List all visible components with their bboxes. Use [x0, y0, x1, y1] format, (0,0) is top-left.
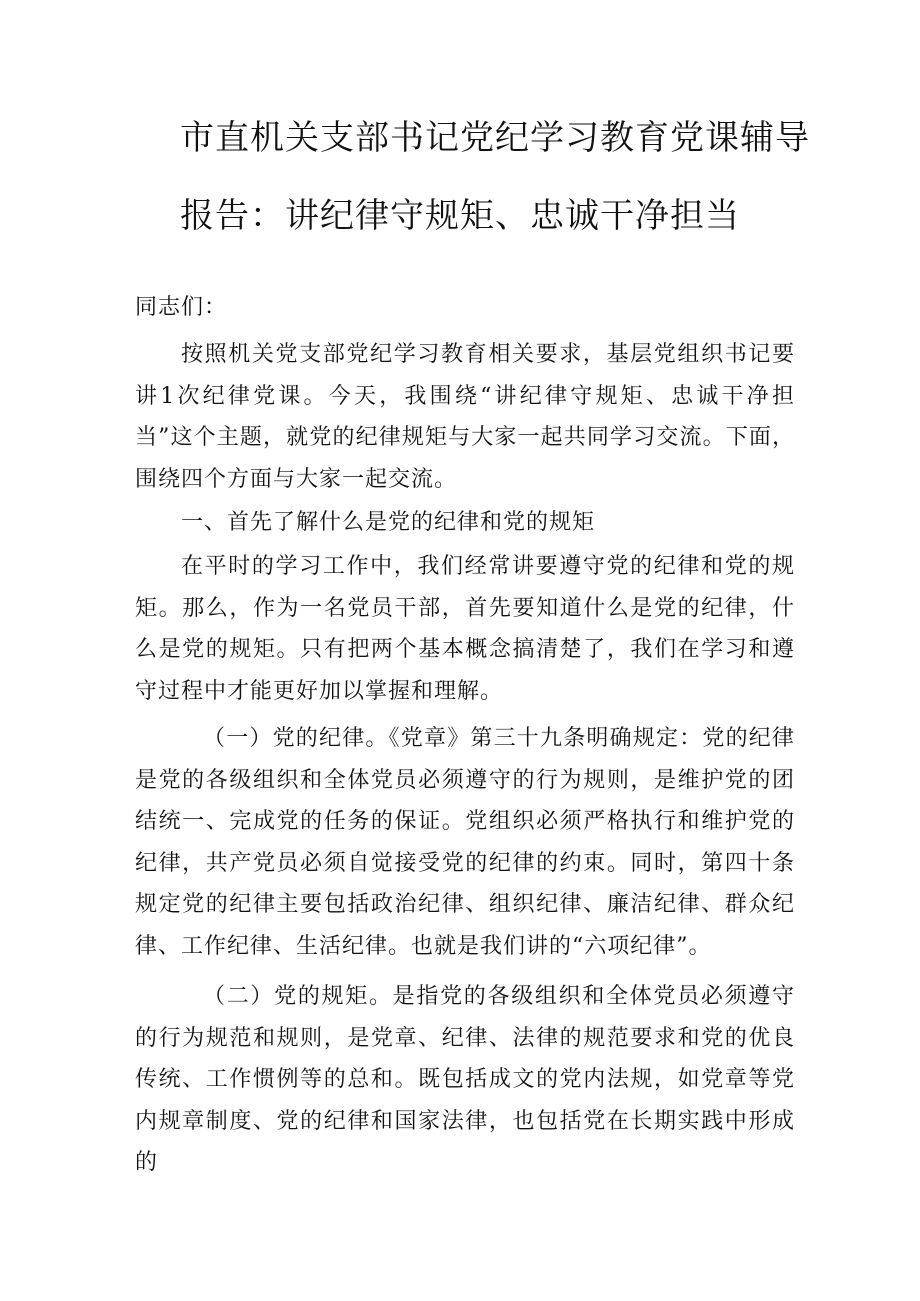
section-heading-1: 一、首先了解什么是党的纪律和党的规矩	[181, 510, 596, 535]
salutation: 同志们：	[135, 295, 228, 320]
paragraph-section-1: 在平时的学习工作中，我们经常讲要遵守党的纪律和党的规矩。那么，作为一名党员干部，首先要知道什么是党的纪律，什么是党的规矩。只有把两个基本概念搞清楚了，我们在学习和遵守过程中才能更好加以掌握和理解。	[135, 554, 795, 704]
paragraph-party-discipline: （一）党的纪律。《党章》第三十九条明确规定：党的纪律是党的各级组织和全体党员必须遵守的行为规则，是维护党的团结统一、完成党的任务的保证。党组织必须严格执行和维护党的纪律，共产党员必须自觉接受党的纪律的约束。同时，第四十条规定党的纪律主要包括政治纪律、组织纪律、廉洁纪律、群众纪律、工作纪律、生活纪律。也就是我们讲的“六项纪律”。	[135, 726, 795, 959]
document-title-line-2: 报告：讲纪律守规矩、忠诚干净担当	[180, 196, 740, 236]
paragraph-intro: 按照机关党支部党纪学习教育相关要求，基层党组织书记要讲1次纪律党课。今天，我围绕“讲纪律守规矩、忠诚干净担当”这个主题，就党的纪律规矩与大家一起共同学习交流。下面，围绕四个方面与大家一起交流。	[135, 342, 795, 492]
paragraph-party-rules: （二）党的规矩。是指党的各级组织和全体党员必须遵守的行为规范和规则，是党章、纪律、法律的规范要求和党的优良传统、工作惯例等的总和。既包括成文的党内法规，如党章等党内规章制度、党的纪律和国家法律，也包括党在长期实践中形成的	[135, 984, 795, 1175]
document-title-line-1: 市直机关支部书记党纪学习教育党课辅导	[180, 118, 810, 158]
